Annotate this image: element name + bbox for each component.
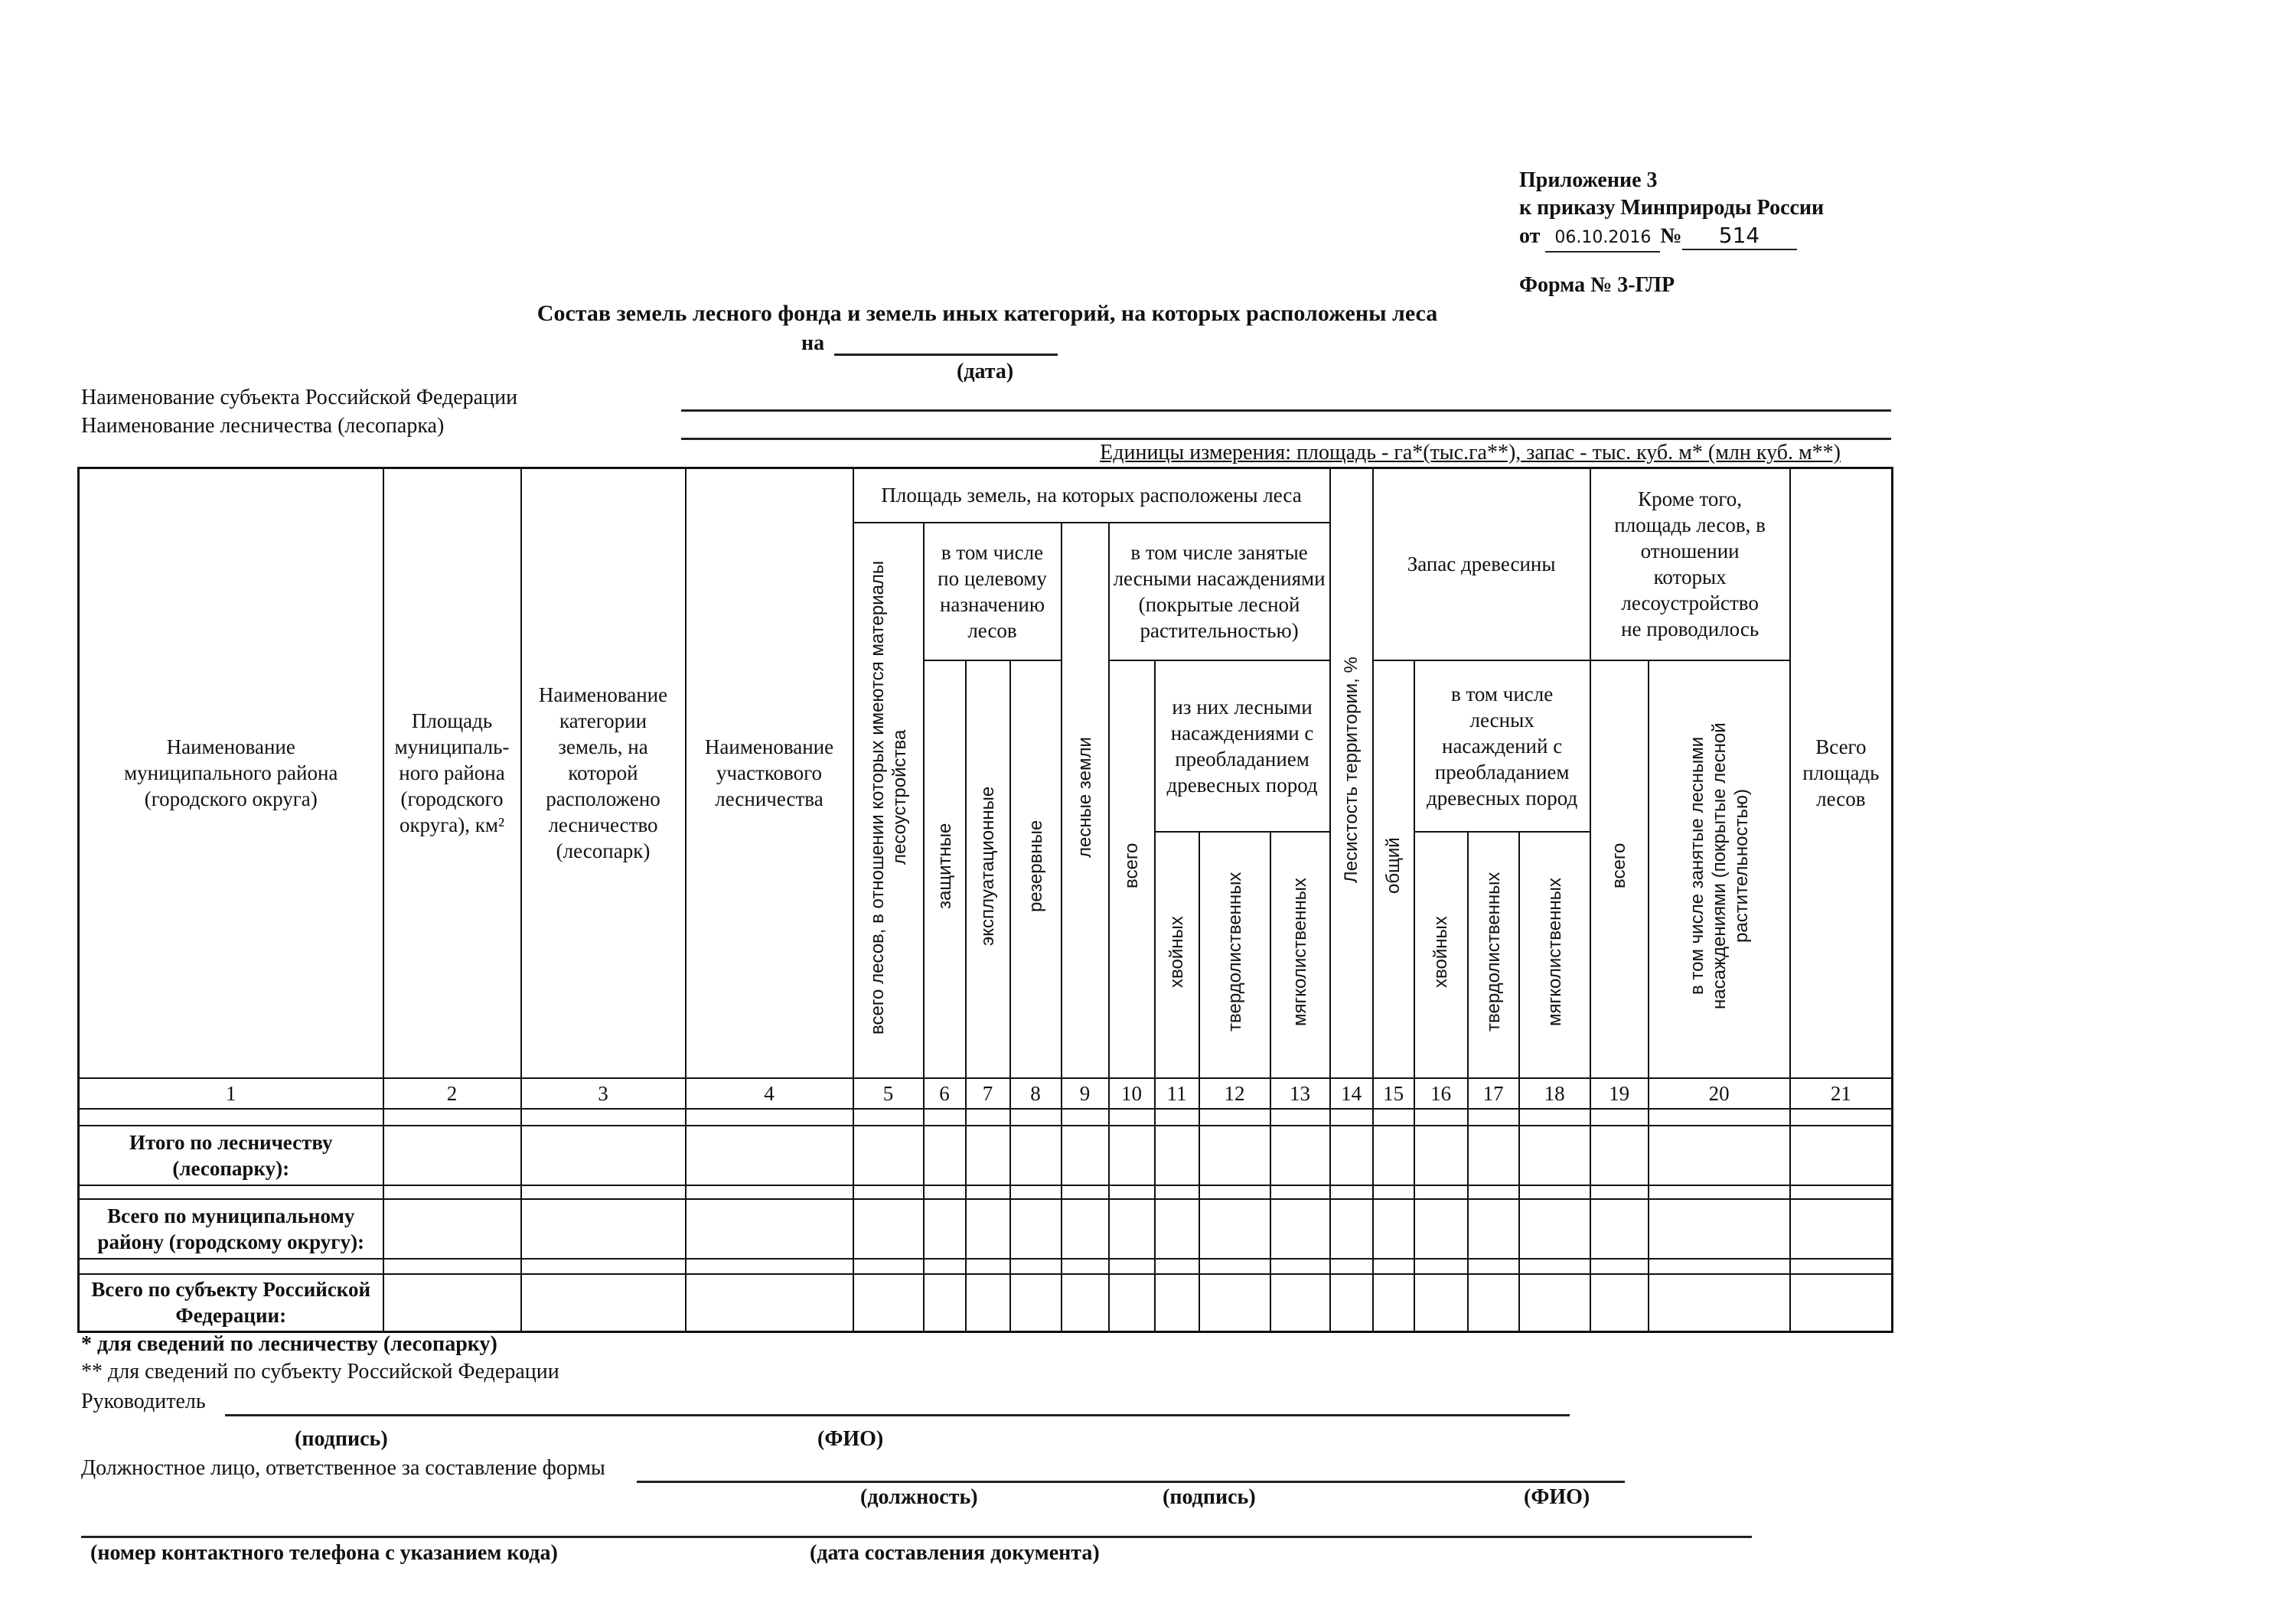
table-cell[interactable] bbox=[1270, 1259, 1330, 1274]
order-number-handwritten: 514 bbox=[1682, 223, 1797, 250]
header-coniferous-text: хвойных bbox=[1166, 915, 1187, 988]
table-cell[interactable] bbox=[924, 1185, 966, 1199]
table-cell[interactable] bbox=[1109, 1109, 1155, 1126]
table-cell[interactable] bbox=[1649, 1199, 1790, 1259]
column-number: 5 bbox=[853, 1078, 924, 1109]
header-exploitation bbox=[966, 660, 1010, 1078]
table-cell[interactable] bbox=[924, 1259, 966, 1274]
table-cell[interactable] bbox=[1373, 1185, 1414, 1199]
table-cell[interactable] bbox=[1199, 1109, 1270, 1126]
table-body bbox=[79, 1078, 1893, 1332]
table-cell[interactable] bbox=[521, 1185, 686, 1199]
column-number: 15 bbox=[1373, 1078, 1414, 1109]
subject-label: Наименование субъекта Российской Федерации bbox=[81, 386, 518, 409]
appendix-label: Приложение 3 bbox=[1519, 168, 1658, 192]
table-cell[interactable] bbox=[1373, 1126, 1414, 1185]
table-cell[interactable] bbox=[853, 1109, 924, 1126]
column-number: 9 bbox=[1062, 1078, 1109, 1109]
table-cell[interactable] bbox=[1373, 1199, 1414, 1259]
table-cell[interactable] bbox=[1330, 1274, 1373, 1332]
header-stock-total bbox=[1373, 660, 1414, 1078]
table-cell[interactable] bbox=[853, 1274, 924, 1332]
table-cell[interactable] bbox=[383, 1185, 521, 1199]
table-cell[interactable] bbox=[1109, 1259, 1155, 1274]
table-cell[interactable] bbox=[1062, 1185, 1109, 1199]
table-row-total bbox=[79, 1126, 1893, 1185]
table-cell[interactable] bbox=[1790, 1126, 1893, 1185]
column-number: 14 bbox=[1330, 1078, 1373, 1109]
header-municipal-district: Наименование муниципального района (городского округа) bbox=[79, 468, 383, 1078]
table-cell[interactable] bbox=[521, 1274, 686, 1332]
header-reserve-text: резервные bbox=[1025, 820, 1046, 912]
table-cell[interactable] bbox=[521, 1259, 686, 1274]
table-cell[interactable] bbox=[1468, 1259, 1519, 1274]
column-number: 7 bbox=[966, 1078, 1010, 1109]
table-cell[interactable] bbox=[966, 1185, 1010, 1199]
table-cell[interactable] bbox=[853, 1259, 924, 1274]
footnote-one: * для сведений по лесничеству (лесопарку) bbox=[81, 1332, 497, 1356]
table-row-spacer bbox=[79, 1185, 1893, 1199]
table-cell[interactable] bbox=[1373, 1274, 1414, 1332]
table-cell[interactable] bbox=[383, 1274, 521, 1332]
column-number: 1 bbox=[79, 1078, 383, 1109]
table-cell[interactable] bbox=[686, 1185, 853, 1199]
column-number: 18 bbox=[1519, 1078, 1590, 1109]
phone-caption: (номер контактного телефона с указанием кода) bbox=[90, 1541, 558, 1565]
table-cell[interactable] bbox=[1010, 1259, 1062, 1274]
table-cell[interactable] bbox=[686, 1126, 853, 1185]
table-cell[interactable] bbox=[1155, 1185, 1199, 1199]
header-stock-coniferous bbox=[1414, 832, 1468, 1078]
table-cell[interactable] bbox=[1270, 1126, 1330, 1185]
document-date-caption: (дата составления документа) bbox=[810, 1541, 1100, 1565]
table-cell[interactable] bbox=[1519, 1109, 1590, 1126]
table-cell[interactable] bbox=[1590, 1259, 1649, 1274]
header-exploitation-text: эксплуатационные bbox=[977, 786, 998, 946]
table-cell[interactable] bbox=[1155, 1199, 1199, 1259]
header-softwood-text: мягколиственных bbox=[1290, 877, 1311, 1026]
head-signature-line[interactable] bbox=[225, 1414, 1570, 1416]
table-cell[interactable] bbox=[1468, 1126, 1519, 1185]
table-cell[interactable] bbox=[521, 1126, 686, 1185]
table-row-spacer bbox=[79, 1109, 1893, 1126]
table-cell[interactable] bbox=[1155, 1109, 1199, 1126]
table-cell[interactable] bbox=[966, 1199, 1010, 1259]
table-cell[interactable] bbox=[1010, 1199, 1062, 1259]
official-label: Должностное лицо, ответственное за составление формы bbox=[81, 1456, 605, 1480]
table-cell[interactable] bbox=[1649, 1274, 1790, 1332]
table-cell[interactable] bbox=[1519, 1259, 1590, 1274]
table-cell[interactable] bbox=[924, 1274, 966, 1332]
header-stock-hardwood-text: твердолиственных bbox=[1482, 872, 1504, 1031]
table-cell[interactable] bbox=[1062, 1126, 1109, 1185]
table-cell[interactable] bbox=[1519, 1274, 1590, 1332]
header-covered-total bbox=[1109, 660, 1155, 1078]
column-number: 10 bbox=[1109, 1078, 1155, 1109]
header-softwood bbox=[1270, 832, 1330, 1078]
header-covered-total-text: всего bbox=[1121, 842, 1142, 889]
table-cell[interactable] bbox=[1109, 1126, 1155, 1185]
header-stock-coniferous-text: хвойных bbox=[1430, 915, 1452, 988]
header-stock-group: Запас древесины bbox=[1373, 468, 1590, 660]
subject-field-line[interactable] bbox=[681, 409, 1891, 412]
table-cell[interactable] bbox=[521, 1199, 686, 1259]
row-label: Всего по муниципальному району (городскому округу): bbox=[79, 1199, 383, 1259]
table-cell[interactable] bbox=[1330, 1185, 1373, 1199]
header-purpose-group: в том числе по целевому назначению лесов bbox=[924, 523, 1062, 660]
table-cell[interactable] bbox=[1468, 1199, 1519, 1259]
table-cell[interactable] bbox=[966, 1274, 1010, 1332]
table-cell[interactable] bbox=[1199, 1199, 1270, 1259]
table-cell[interactable] bbox=[686, 1109, 853, 1126]
table-cell[interactable] bbox=[924, 1126, 966, 1185]
table-cell[interactable] bbox=[1062, 1199, 1109, 1259]
table-cell[interactable] bbox=[1590, 1199, 1649, 1259]
table-cell[interactable] bbox=[1199, 1126, 1270, 1185]
table-cell[interactable] bbox=[1649, 1259, 1790, 1274]
table-cell[interactable] bbox=[1519, 1126, 1590, 1185]
header-district-area: Площадь муниципаль-ного района (городского округа), км² bbox=[383, 468, 521, 1078]
official-fio-caption: (ФИО) bbox=[1524, 1485, 1590, 1509]
table-cell[interactable] bbox=[1010, 1109, 1062, 1126]
number-sign: № bbox=[1660, 224, 1682, 248]
table-cell[interactable] bbox=[1649, 1126, 1790, 1185]
form-number: Форма № 3-ГЛР bbox=[1519, 273, 1675, 297]
column-number: 13 bbox=[1270, 1078, 1330, 1109]
table-cell[interactable] bbox=[1414, 1274, 1468, 1332]
order-date-prefix: от bbox=[1519, 224, 1541, 248]
table-cell[interactable] bbox=[966, 1259, 1010, 1274]
order-date-handwritten: 06.10.2016 bbox=[1545, 225, 1660, 253]
table-cell[interactable] bbox=[924, 1109, 966, 1126]
header-reserve bbox=[1010, 660, 1062, 1078]
column-number: 20 bbox=[1649, 1078, 1790, 1109]
table-cell[interactable] bbox=[966, 1126, 1010, 1185]
table-cell[interactable] bbox=[1790, 1109, 1893, 1126]
table-cell[interactable] bbox=[924, 1199, 966, 1259]
header-forest-cover-text: Лесистость территории, % bbox=[1341, 657, 1362, 884]
column-number: 21 bbox=[1790, 1078, 1893, 1109]
table-cell[interactable] bbox=[1109, 1199, 1155, 1259]
header-hardwood bbox=[1199, 832, 1270, 1078]
column-number: 6 bbox=[924, 1078, 966, 1109]
table-cell[interactable] bbox=[383, 1126, 521, 1185]
table-cell[interactable] bbox=[1373, 1109, 1414, 1126]
column-number: 2 bbox=[383, 1078, 521, 1109]
table-cell[interactable] bbox=[1590, 1274, 1649, 1332]
table-cell[interactable] bbox=[1468, 1109, 1519, 1126]
header-stock-dominant-group: в том числе лесных насаждений с преобладанием древесных пород bbox=[1414, 660, 1590, 832]
table-cell[interactable] bbox=[1649, 1109, 1790, 1126]
table-cell[interactable] bbox=[1062, 1274, 1109, 1332]
head-label: Руководитель bbox=[81, 1390, 206, 1413]
row-label bbox=[79, 1185, 383, 1199]
row-label bbox=[79, 1259, 383, 1274]
header-besides-group: Кроме того, площадь лесов, в отношении которых лесоустройство не проводилось bbox=[1590, 468, 1790, 660]
table-cell[interactable] bbox=[1649, 1185, 1790, 1199]
table-cell[interactable] bbox=[1062, 1109, 1109, 1126]
table-cell[interactable] bbox=[1270, 1274, 1330, 1332]
header-stock-total-text: общий bbox=[1383, 837, 1404, 895]
table-cell[interactable] bbox=[1468, 1185, 1519, 1199]
table-cell[interactable] bbox=[1790, 1259, 1893, 1274]
header-local-forestry: Наименование участкового лесничества bbox=[686, 468, 853, 1078]
header-coniferous bbox=[1155, 832, 1199, 1078]
table-row-total bbox=[79, 1199, 1893, 1259]
header-forest-lands-text: лесные земли bbox=[1075, 736, 1095, 858]
table-cell[interactable] bbox=[1155, 1259, 1199, 1274]
table-cell[interactable] bbox=[966, 1109, 1010, 1126]
table-cell[interactable] bbox=[1790, 1274, 1893, 1332]
column-number: 19 bbox=[1590, 1078, 1649, 1109]
header-besides-total bbox=[1590, 660, 1649, 1078]
table-cell[interactable] bbox=[1199, 1274, 1270, 1332]
table-cell[interactable] bbox=[1590, 1126, 1649, 1185]
table-cell[interactable] bbox=[383, 1109, 521, 1126]
date-caption: (дата) bbox=[957, 360, 1014, 383]
header-protective-text: защитные bbox=[934, 823, 955, 909]
table-cell[interactable] bbox=[1414, 1185, 1468, 1199]
document-title: Состав земель лесного фонда и земель иных категорий, на которых расположены леса bbox=[536, 301, 1438, 326]
table-cell[interactable] bbox=[1330, 1259, 1373, 1274]
header-land-category: Наименование категории земель, на которой расположено лесничество (лесопарк) bbox=[521, 468, 686, 1078]
table-cell[interactable] bbox=[1414, 1109, 1468, 1126]
table-cell[interactable] bbox=[1155, 1126, 1199, 1185]
table-cell[interactable] bbox=[1519, 1199, 1590, 1259]
footnote-two: ** для сведений по субъекту Российской Федерации bbox=[81, 1360, 559, 1383]
order-date-line bbox=[1519, 223, 1797, 253]
table-cell[interactable] bbox=[1590, 1109, 1649, 1126]
table-cell[interactable] bbox=[853, 1126, 924, 1185]
table-cell[interactable] bbox=[383, 1259, 521, 1274]
table-cell[interactable] bbox=[686, 1199, 853, 1259]
forestry-label: Наименование лесничества (лесопарка) bbox=[81, 414, 445, 438]
header-dominant-group: из них лесными насаждениями с преобладанием древесных пород bbox=[1155, 660, 1330, 832]
header-besides-covered bbox=[1649, 660, 1790, 1078]
table-cell[interactable] bbox=[1330, 1109, 1373, 1126]
official-signature-line[interactable] bbox=[637, 1481, 1625, 1483]
header-total-forests-text: всего лесов, в отношении которых имеются материалы лесоустройства bbox=[866, 559, 910, 1035]
table-cell[interactable] bbox=[1270, 1185, 1330, 1199]
table-row-spacer bbox=[79, 1259, 1893, 1274]
table-cell[interactable] bbox=[1010, 1126, 1062, 1185]
table-cell[interactable] bbox=[1155, 1274, 1199, 1332]
header-hardwood-text: твердолиственных bbox=[1224, 872, 1245, 1031]
table-cell[interactable] bbox=[1373, 1259, 1414, 1274]
table-cell[interactable] bbox=[686, 1259, 853, 1274]
column-number: 17 bbox=[1468, 1078, 1519, 1109]
row-label: Всего по субъекту Российской Федерации: bbox=[79, 1274, 383, 1332]
header-stock-hardwood bbox=[1468, 832, 1519, 1078]
header-total-forests bbox=[853, 523, 924, 1078]
table-cell[interactable] bbox=[1330, 1126, 1373, 1185]
table-cell[interactable] bbox=[521, 1109, 686, 1126]
column-number: 11 bbox=[1155, 1078, 1199, 1109]
position-caption: (должность) bbox=[860, 1485, 978, 1509]
column-number: 3 bbox=[521, 1078, 686, 1109]
table-cell[interactable] bbox=[1199, 1185, 1270, 1199]
column-number: 8 bbox=[1010, 1078, 1062, 1109]
table-cell[interactable] bbox=[1199, 1259, 1270, 1274]
row-label: Итого по лесничеству (лесопарку): bbox=[79, 1126, 383, 1185]
table-cell[interactable] bbox=[853, 1199, 924, 1259]
column-number: 16 bbox=[1414, 1078, 1468, 1109]
table-cell[interactable] bbox=[1062, 1259, 1109, 1274]
table-cell[interactable] bbox=[1414, 1259, 1468, 1274]
forest-lands-table bbox=[77, 467, 1893, 1333]
header-covered-group: в том числе занятые лесными насаждениями (покрытые лесной растительностью) bbox=[1109, 523, 1330, 660]
table-cell[interactable] bbox=[1270, 1199, 1330, 1259]
table-cell[interactable] bbox=[1010, 1274, 1062, 1332]
table-cell[interactable] bbox=[1109, 1185, 1155, 1199]
table-cell[interactable] bbox=[1270, 1109, 1330, 1126]
header-forest-cover bbox=[1330, 468, 1373, 1078]
table-row-total bbox=[79, 1274, 1893, 1332]
official-signature-caption: (подпись) bbox=[1163, 1485, 1256, 1509]
table-cell[interactable] bbox=[383, 1199, 521, 1259]
column-numbers-row bbox=[79, 1078, 1893, 1109]
table-cell[interactable] bbox=[1330, 1199, 1373, 1259]
head-fio-caption: (ФИО) bbox=[817, 1427, 884, 1451]
date-field-line[interactable] bbox=[834, 354, 1058, 356]
table-cell[interactable] bbox=[1790, 1185, 1893, 1199]
order-label: к приказу Минприроды России bbox=[1519, 196, 1825, 220]
table-cell[interactable] bbox=[686, 1274, 853, 1332]
header-area-group: Площадь земель, на которых расположены леса bbox=[853, 468, 1330, 523]
header-besides-covered-text: в том числе занятые лесными насаждениями (покрытые лесной растительностью) bbox=[1686, 722, 1752, 1009]
units-note: Единицы измерения: площадь - га*(тыс.га**), запас - тыс. куб. м* (млн куб. м**) bbox=[1100, 441, 1841, 464]
column-number: 4 bbox=[686, 1078, 853, 1109]
table-cell[interactable] bbox=[853, 1185, 924, 1199]
table-cell[interactable] bbox=[1519, 1185, 1590, 1199]
row-label bbox=[79, 1109, 383, 1126]
table-cell[interactable] bbox=[1468, 1274, 1519, 1332]
header-total-forest-area: Всего площадь лесов bbox=[1790, 468, 1893, 1078]
header-forest-lands bbox=[1062, 523, 1109, 1078]
header-stock-softwood bbox=[1519, 832, 1590, 1078]
header-protective bbox=[924, 660, 966, 1078]
table-cell[interactable] bbox=[1590, 1185, 1649, 1199]
head-signature-caption: (подпись) bbox=[295, 1427, 388, 1451]
date-prefix: на bbox=[801, 331, 825, 355]
table-cell[interactable] bbox=[1414, 1199, 1468, 1259]
table-cell[interactable] bbox=[1790, 1199, 1893, 1259]
header-stock-softwood-text: мягколиственных bbox=[1544, 877, 1565, 1026]
header-besides-total-text: всего bbox=[1609, 842, 1630, 889]
column-number: 12 bbox=[1199, 1078, 1270, 1109]
table-cell[interactable] bbox=[1010, 1185, 1062, 1199]
phone-date-line[interactable] bbox=[81, 1536, 1752, 1538]
table-cell[interactable] bbox=[1414, 1126, 1468, 1185]
table-cell[interactable] bbox=[1109, 1274, 1155, 1332]
